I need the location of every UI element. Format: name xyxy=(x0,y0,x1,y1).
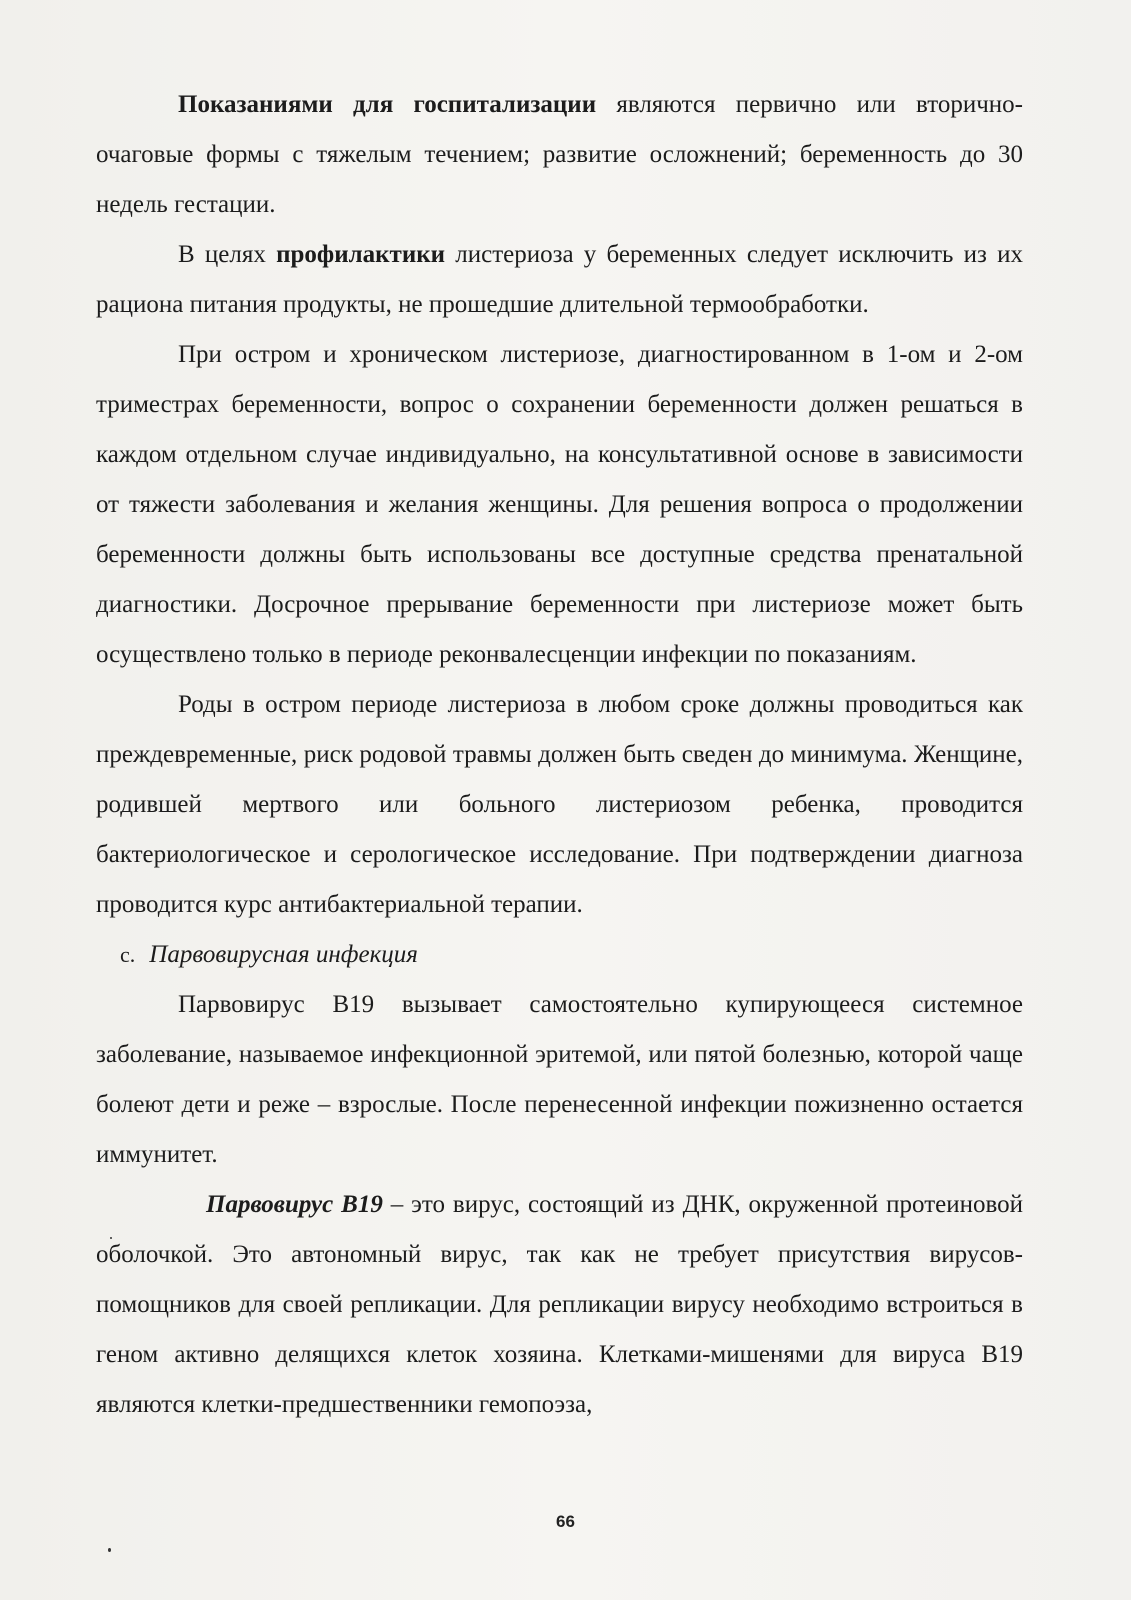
paragraph-parvo-intro: Парвовирус В19 вызывает самостоятельно купирующееся системное заболевание, называемое инфекционной эритемой, или пятой болезнью, которой чаще болеют дети и реже – взрослые. После перенесенной инфекции пожизненно остается иммунитет. xyxy=(96,991,1023,1168)
paragraph-prophylaxis-prefix: В целях xyxy=(178,241,277,268)
paragraph-parvo-b19-text: – это вирус, состоящий из ДНК, окруженной протеиновой оболочкой. Это автономный вирус, так как не требует присутствия вирусов-помощников для своей репликации. Для репликации вирусу необходимо встроиться в геном активно делящихся клеток хозяина. Клетками-мишенями для вируса В19 являются клетки-предшественники гемопоэза, xyxy=(96,1191,1023,1418)
section-title: Парвовирусная инфекция xyxy=(149,941,418,968)
bold-italic-lead-parvo-b19: Парвовирус В19 xyxy=(206,1191,383,1218)
section-letter: c. xyxy=(120,942,136,967)
scan-speck xyxy=(108,1548,111,1552)
paragraph-delivery: Роды в остром периоде листериоза в любом сроке должны проводиться как преждевременные, риск родовой травмы должен быть сведен до минимума. Женщине, родившей мертвого или больного листериозом ребенка, проводится бактериологическое и серологическое исследование. При подтверждении диагноза проводится курс антибактериальной терапии. xyxy=(96,691,1023,918)
paragraph-acute-chronic: При остром и хроническом листериозе, диагностированном в 1-ом и 2-ом триместрах беременности, вопрос о сохранении беременности должен решаться в каждом отдельном случае индивидуально, на консультативной основе в зависимости от тяжести заболевания и желания женщины. Для решения вопроса о продолжении беременности должны быть использованы все доступные средства пренатальной диагностики. Досрочное прерывание беременности при листериозе может быть осуществлено только в периоде реконвалесценции инфекции по показаниям. xyxy=(96,341,1023,668)
paragraph-hospitalization-text: являются первично или вторично-очаговые формы с тяжелым течением; развитие осложнений; беременность до 30 недель гестации. xyxy=(96,91,1023,218)
paragraph-parvo-b19 xyxy=(96,1180,1023,1430)
paragraph-prophylaxis-text: листериоза у беременных следует исключить из их рациона питания продукты, не прошедшие длительной термообработки. xyxy=(96,241,1023,318)
page-number: 66 xyxy=(556,1512,575,1531)
bold-word-prophylaxis: профилактики xyxy=(276,241,446,268)
paragraph-hospitalization xyxy=(96,80,1023,230)
section-heading xyxy=(96,930,1023,980)
paragraph-prophylaxis xyxy=(96,230,1023,330)
bold-lead-hospitalization: Показаниями для госпитализации xyxy=(178,91,597,118)
scan-speck xyxy=(110,1237,112,1239)
